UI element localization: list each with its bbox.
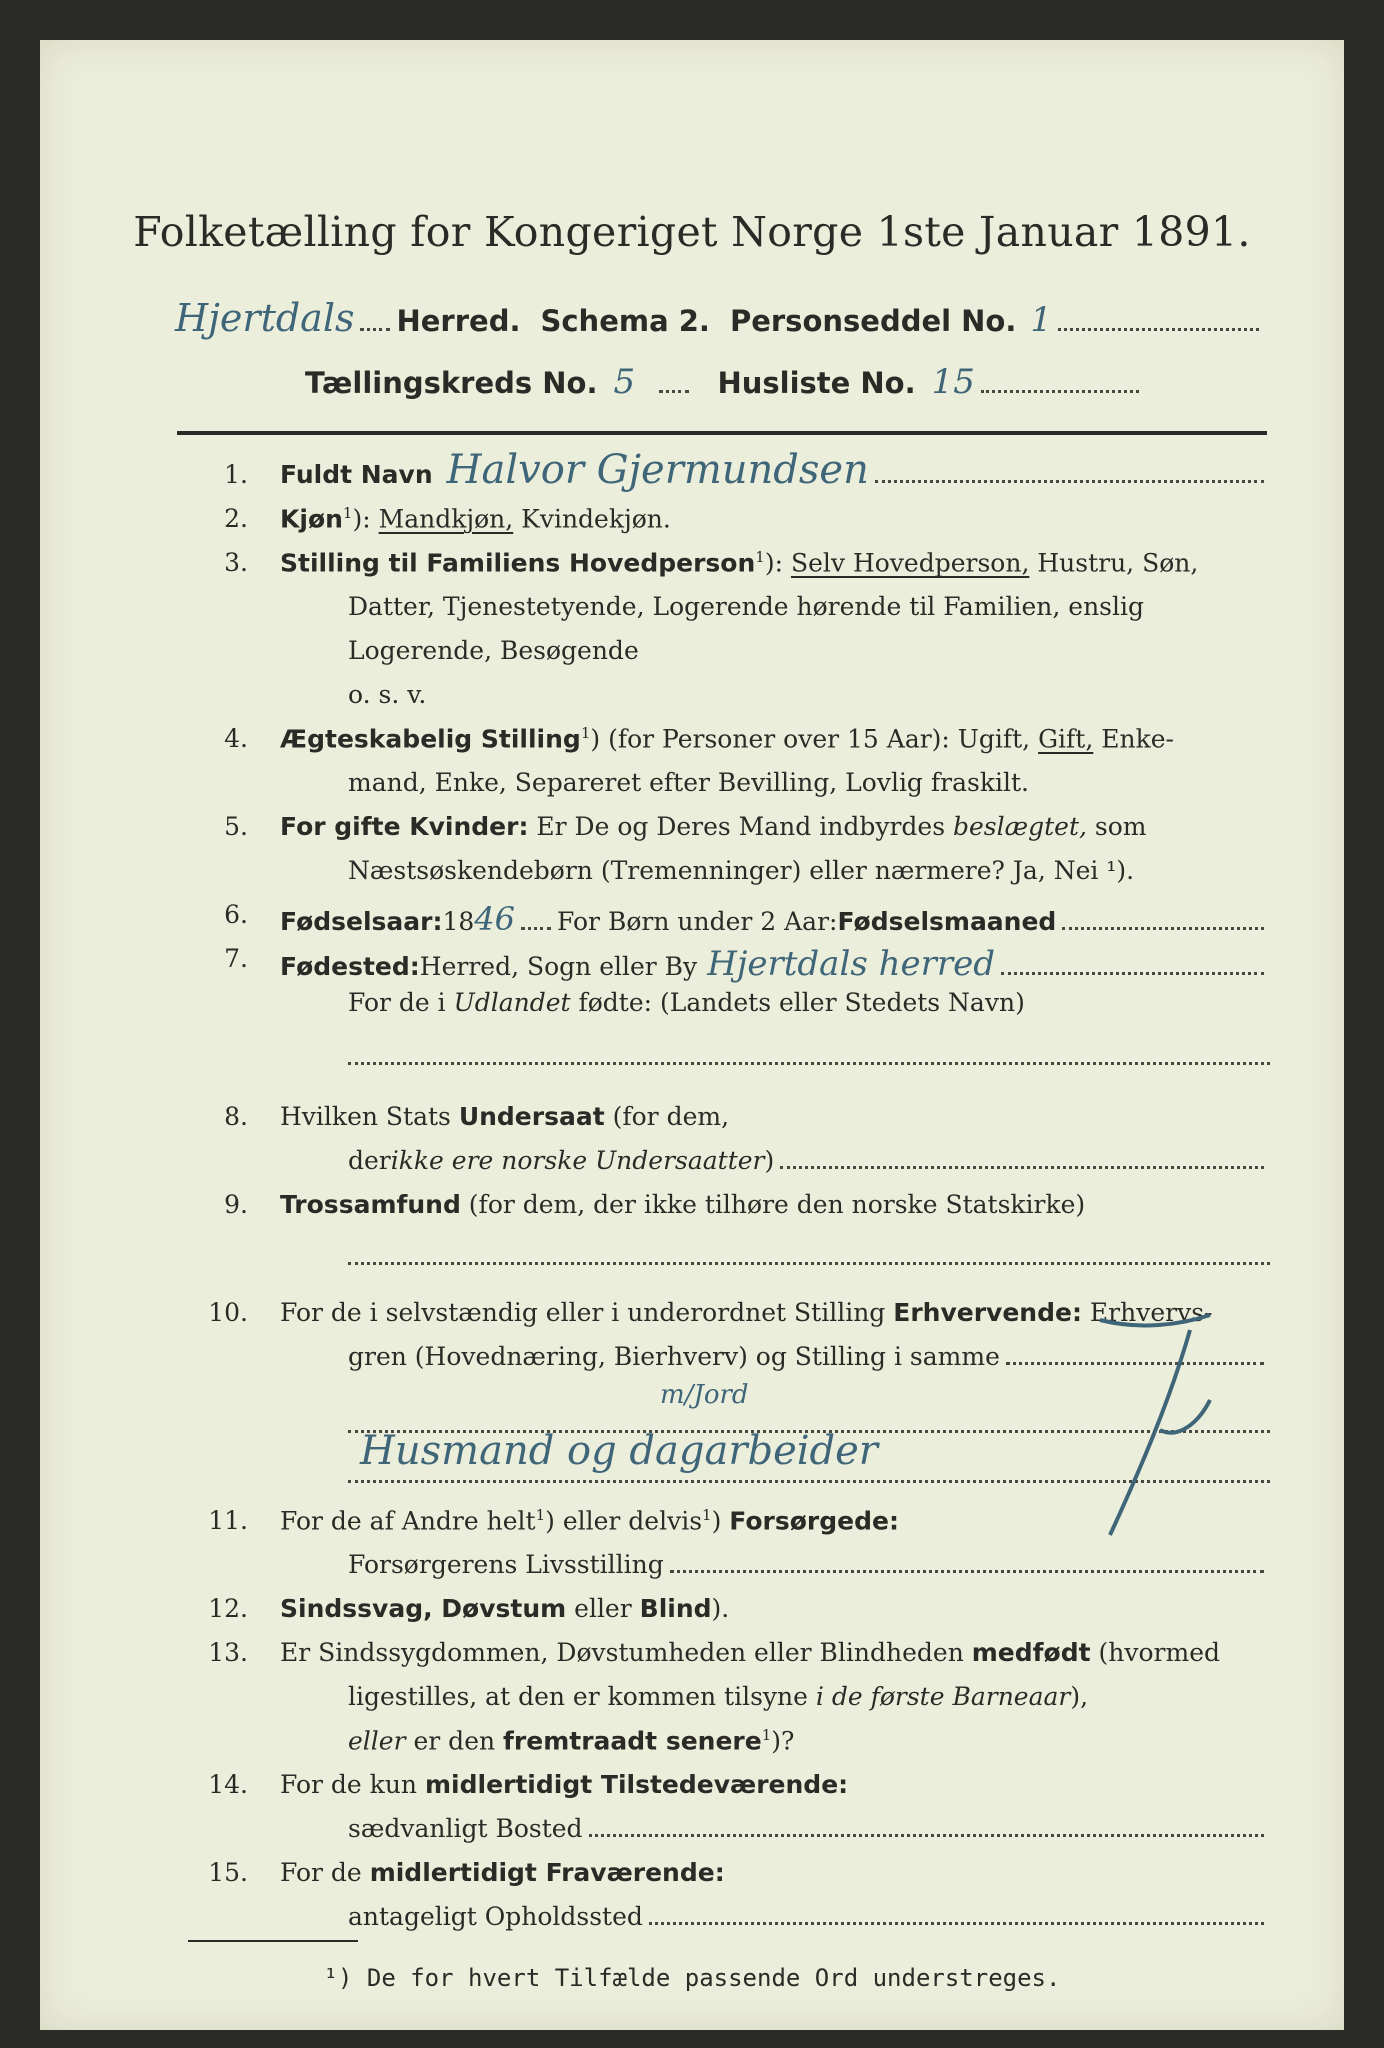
q7-line2-italic: Udlandet bbox=[453, 988, 571, 1017]
q13-text-a: Er Sindssygdommen, Døvstumheden eller Blindheden bbox=[280, 1638, 972, 1667]
q13-line2-italic: i de første Barneaar bbox=[815, 1682, 1071, 1711]
q6-row bbox=[280, 900, 1270, 940]
q2-sup: 1 bbox=[342, 504, 353, 522]
q13-line2 bbox=[348, 1682, 1338, 1711]
q13-line3: eller er den fremtraadt senere$^1$)? bbox=[348, 1726, 795, 1756]
q10-answer: Husmand og dagarbeider bbox=[360, 1428, 878, 1474]
q10-answer-small: m/Jord bbox=[660, 1380, 749, 1410]
q3-number: 3. bbox=[224, 548, 248, 577]
q3-sup: 1 bbox=[755, 548, 765, 566]
q9-label: Trossamfund bbox=[280, 1190, 461, 1219]
q5-text-a: Er De og Deres Mand indbyrdes bbox=[528, 812, 953, 841]
q6-text-b: For Børn under 2 Aar: bbox=[557, 907, 838, 936]
q12-label-b: Døvstum bbox=[432, 1594, 567, 1623]
q12-label-c: Blind bbox=[639, 1594, 712, 1623]
q2-text: ): bbox=[352, 504, 379, 534]
q3-label: Stilling til Familiens Hovedperson bbox=[280, 548, 756, 578]
q1-label: Fuldt Navn bbox=[280, 460, 433, 489]
q8-text-a: Hvilken Stats bbox=[280, 1102, 459, 1131]
q12-label-a: Sindssvag, bbox=[280, 1594, 433, 1623]
q1-answer: Halvor Gjermundsen bbox=[446, 447, 869, 493]
q13-text-b: (hvormed bbox=[1090, 1638, 1220, 1667]
q12-row bbox=[280, 1594, 1270, 1623]
q4-text-b: Enke- bbox=[1093, 724, 1174, 754]
q10-text-b: Erhvervs- bbox=[1081, 1298, 1213, 1327]
q7-row bbox=[280, 944, 1270, 985]
q7-line2-a: For de i bbox=[348, 988, 454, 1017]
q7-label: Fødested: bbox=[280, 952, 420, 981]
q1-number: 1. bbox=[224, 460, 248, 489]
kreds-handwritten: 5 bbox=[613, 362, 636, 402]
census-form bbox=[40, 40, 1344, 2030]
q8-row bbox=[280, 1102, 1270, 1131]
q13-line3-italic: eller bbox=[348, 1726, 406, 1756]
q11-line2-text: Forsørgerens Livsstilling bbox=[348, 1550, 664, 1579]
q11-label: Forsørgede: bbox=[729, 1506, 899, 1536]
q7-answer: Hjertdals herred bbox=[707, 944, 995, 984]
q14-label: midlertidigt Tilstedeværende: bbox=[424, 1770, 849, 1799]
q7-line2 bbox=[348, 988, 1338, 1017]
q10-number: 10. bbox=[208, 1298, 248, 1327]
q6-prefix: 18 bbox=[442, 907, 475, 936]
footnote-rule bbox=[188, 1940, 358, 1942]
q12-number: 12. bbox=[208, 1594, 248, 1623]
q3-line3: Logerende, Besøgende bbox=[348, 636, 639, 665]
q9-row bbox=[280, 1190, 1270, 1219]
q3-text-a: ): bbox=[764, 548, 791, 578]
header-kreds-row bbox=[305, 362, 1145, 403]
q15-text-a: For de bbox=[280, 1858, 370, 1887]
q8-text-b: (for dem, bbox=[604, 1102, 730, 1131]
q7-text-a: Herred, Sogn eller By bbox=[419, 952, 698, 981]
q8-line2-a: der bbox=[348, 1146, 391, 1175]
q11-sup-b: 1 bbox=[702, 1506, 712, 1524]
q3-line2: Datter, Tjenestetyende, Logerende hørende til Familien, enslig bbox=[348, 592, 1145, 621]
q15-label: midlertidigt Fraværende: bbox=[369, 1858, 725, 1887]
q3-option-selv: Selv Hovedperson, bbox=[790, 548, 1030, 578]
q4-sup: 1 bbox=[580, 724, 591, 742]
q6-answer: 46 bbox=[474, 900, 516, 938]
q3-text-b: Hustru, Søn, bbox=[1029, 548, 1199, 578]
q14-row bbox=[280, 1770, 1270, 1799]
schema-label: Schema 2. bbox=[540, 304, 710, 338]
q10-text-a: For de i selvstændig eller i underordnet Stilling bbox=[280, 1298, 894, 1327]
q2-option-kvindekjon: Kvindekjøn. bbox=[513, 504, 671, 534]
q6-label: Fødselsaar: bbox=[280, 907, 443, 936]
q8-line2 bbox=[348, 1146, 1270, 1179]
husliste-handwritten: 15 bbox=[931, 362, 975, 402]
q5-row bbox=[280, 812, 1270, 841]
q4-line2: mand, Enke, Separeret efter Bevilling, Lovlig fraskilt. bbox=[348, 768, 1029, 797]
kreds-label: Tællingskreds No. bbox=[305, 366, 598, 400]
q4-number: 4. bbox=[224, 724, 248, 753]
q14-line2 bbox=[348, 1814, 1270, 1847]
q5-italic: beslægtet, bbox=[953, 812, 1087, 841]
form-title: Folketælling for Kongeriget Norge 1ste Januar 1891. bbox=[133, 208, 1251, 256]
q8-label: Undersaat bbox=[458, 1102, 605, 1131]
q15-line2 bbox=[348, 1902, 1270, 1935]
handwritten-bracket-mark bbox=[1080, 1310, 1230, 1540]
husliste-label: Husliste No. bbox=[717, 366, 916, 400]
q7-number: 7. bbox=[224, 944, 248, 973]
q13-line3-label: fremtraadt senere bbox=[503, 1726, 762, 1756]
q13-number: 13. bbox=[208, 1638, 248, 1667]
q2-label: Kjøn bbox=[280, 504, 343, 534]
q15-number: 15. bbox=[208, 1858, 248, 1887]
q14-number: 14. bbox=[208, 1770, 248, 1799]
q9-number: 9. bbox=[224, 1190, 248, 1219]
footnote: ¹) De for hvert Tilfælde passende Ord understreges. bbox=[323, 1964, 1061, 1992]
q15-line2-text: antageligt Opholdssted bbox=[348, 1902, 643, 1931]
q3-line4: o. s. v. bbox=[348, 680, 427, 709]
q13-line2-b: ), bbox=[1070, 1682, 1089, 1711]
header-rule bbox=[177, 431, 1267, 435]
q13-line3-b: )? bbox=[771, 1726, 795, 1756]
header-herred-row bbox=[175, 296, 1265, 341]
q7-blank-line bbox=[348, 1062, 1270, 1065]
q4-label: Ægteskabelig Stilling bbox=[280, 724, 581, 754]
q13-line2-a: ligestilles, at den er kommen tilsyne bbox=[348, 1682, 816, 1711]
q14-text-a: For de kun bbox=[280, 1770, 425, 1799]
q9-blank-line bbox=[348, 1262, 1270, 1265]
herred-label: Herred. bbox=[396, 304, 521, 338]
q8-line2-italic: ikke ere norske Undersaatter bbox=[390, 1146, 765, 1175]
q6-label2: Fødselsmaaned bbox=[837, 907, 1057, 936]
q5-text-b: som bbox=[1086, 812, 1147, 841]
q11-sup-a: 1 bbox=[535, 1506, 546, 1524]
q2-number: 2. bbox=[224, 504, 248, 533]
q10-label: Erhvervende: bbox=[893, 1298, 1082, 1327]
q13-row bbox=[280, 1638, 1270, 1667]
q9-text-a: (for dem, der ikke tilhøre den norske Statskirke) bbox=[460, 1190, 1086, 1219]
q5-label: For gifte Kvinder: bbox=[280, 812, 529, 841]
q13-label: medfødt bbox=[971, 1638, 1091, 1667]
personseddel-label: Personseddel No. bbox=[729, 304, 1017, 338]
q4-row bbox=[280, 724, 1270, 753]
q13-line3-a: er den bbox=[405, 1726, 504, 1756]
q11-text-b: ) eller delvis bbox=[545, 1506, 703, 1536]
q6-number: 6. bbox=[224, 900, 248, 929]
personseddel-handwritten: 1 bbox=[1030, 300, 1053, 340]
q2-row bbox=[280, 504, 1270, 533]
herred-handwritten: Hjertdals bbox=[175, 296, 355, 340]
q1-row bbox=[280, 447, 1270, 493]
q11-line2 bbox=[348, 1550, 1270, 1583]
q5-line2: Næstsøskendebørn (Tremenninger) eller nærmere? Ja, Nei ¹). bbox=[348, 856, 1135, 885]
q4-text-a: ) (for Personer over 15 Aar): Ugift, bbox=[590, 724, 1039, 754]
q2-option-mandkjon: Mandkjøn, bbox=[378, 504, 514, 534]
q4-option-gift: Gift, bbox=[1038, 724, 1094, 754]
q3-row bbox=[280, 548, 1270, 577]
q8-number: 8. bbox=[224, 1102, 248, 1131]
q11-number: 11. bbox=[208, 1506, 248, 1535]
q14-line2-text: sædvanligt Bosted bbox=[348, 1814, 583, 1843]
q5-number: 5. bbox=[224, 812, 248, 841]
q11-text-a: For de af Andre helt bbox=[280, 1506, 536, 1536]
q12-text-b: ). bbox=[711, 1594, 730, 1623]
q7-line2-b: fødte: (Landets eller Stedets Navn) bbox=[570, 988, 1025, 1017]
q11-text-c: ) bbox=[711, 1506, 730, 1536]
q15-row bbox=[280, 1858, 1270, 1887]
q10-line2-text: gren (Hovednæring, Bierhverv) og Stilling i samme bbox=[348, 1342, 1000, 1371]
q12-text-a: eller bbox=[566, 1594, 640, 1623]
q8-line2-b: ) bbox=[764, 1146, 775, 1175]
